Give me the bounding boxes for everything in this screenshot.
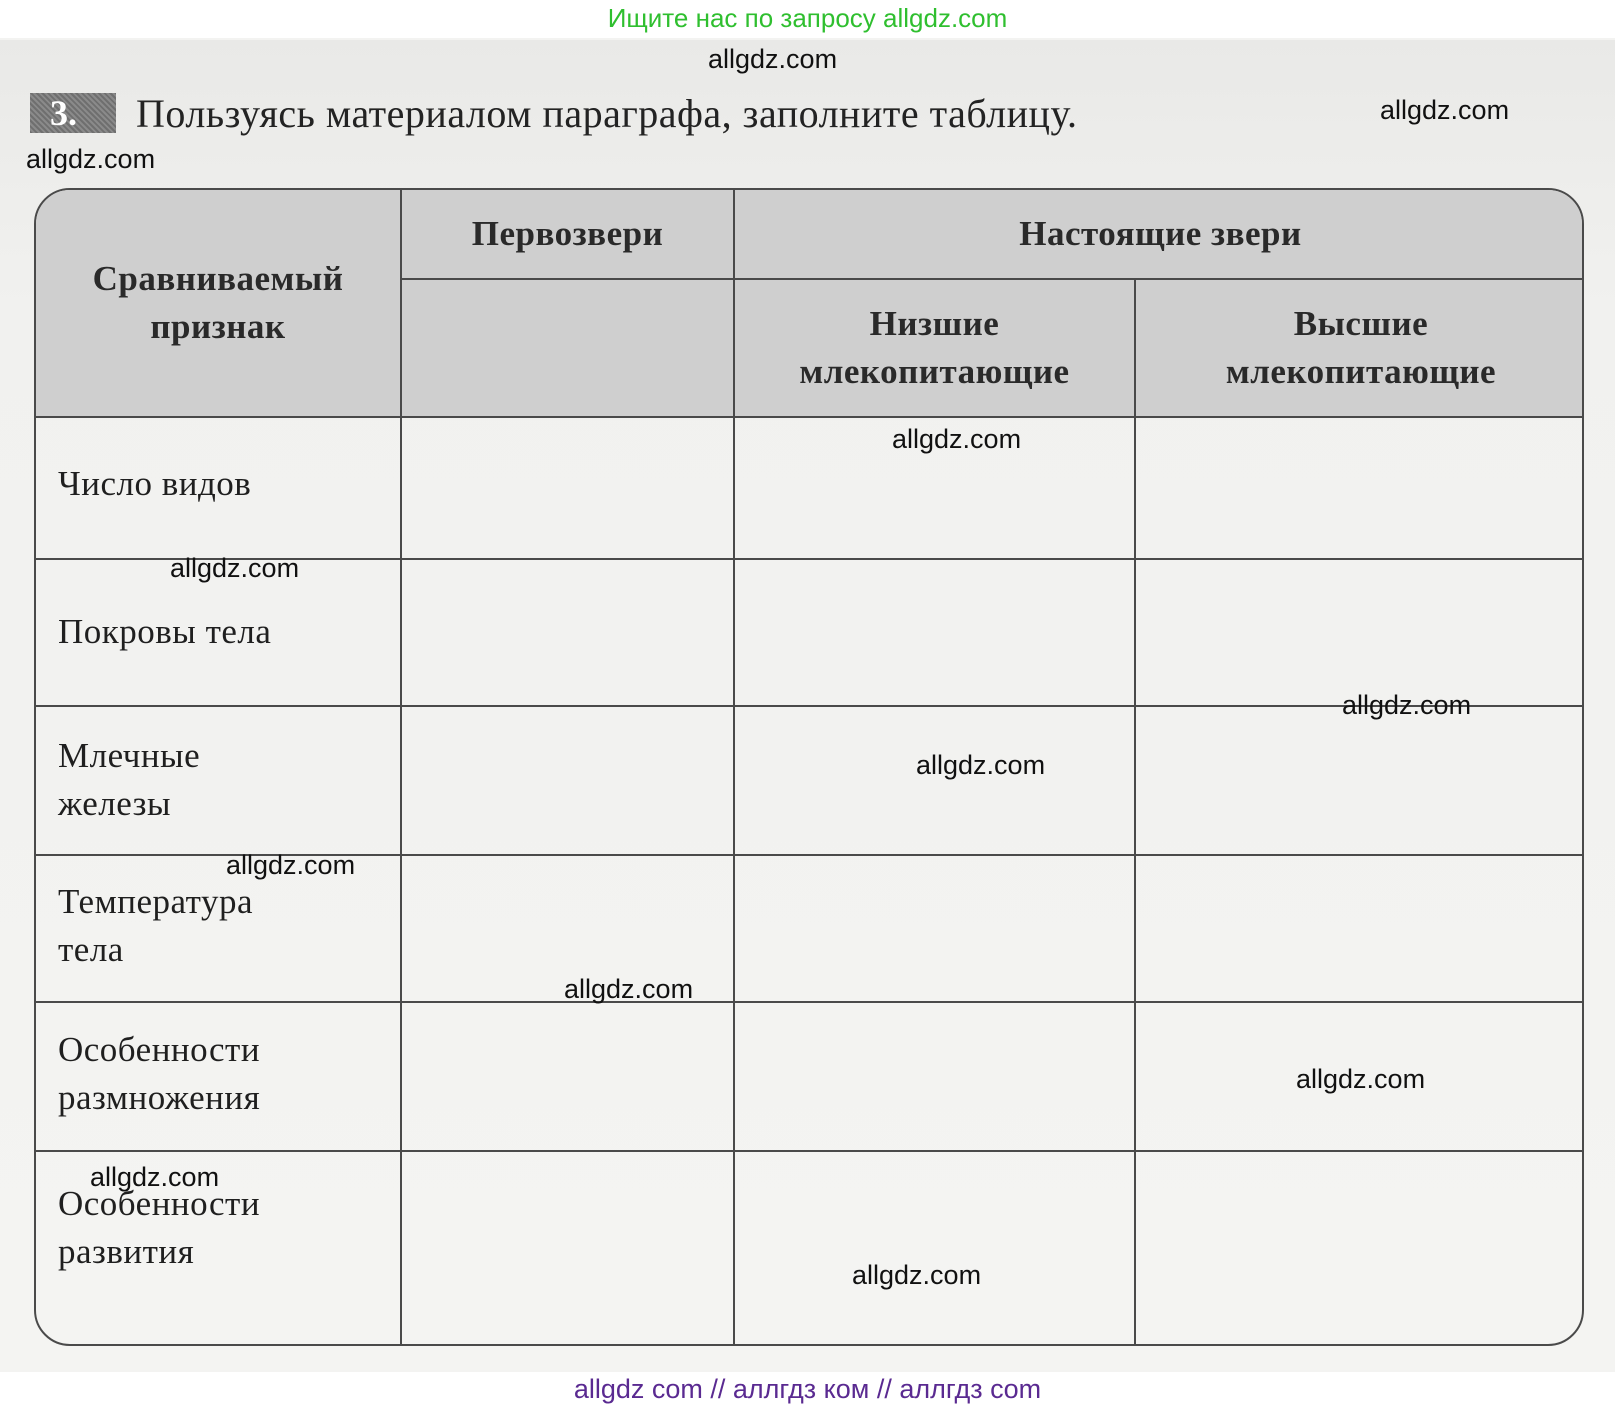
row-label-line: размножения: [58, 1078, 261, 1117]
row-label-line: Температура: [58, 882, 253, 921]
column-divider: [400, 190, 402, 1346]
row-label-development: [58, 1180, 260, 1276]
row-label-line: железы: [58, 784, 172, 823]
watermark: allgdz.com: [564, 974, 694, 1004]
header-feature: [36, 190, 400, 416]
task-heading: [30, 88, 1077, 138]
task-text: Пользуясь материалом параграфа, заполните таблицу.: [136, 90, 1078, 136]
watermark: allgdz.com: [708, 44, 838, 74]
row-label-line: развития: [58, 1232, 195, 1271]
header-lower-text: Низшие млекопитающие: [799, 304, 1070, 391]
watermark: allgdz.com: [226, 850, 356, 880]
header-higher-mammals: [1136, 280, 1584, 416]
row-label-body-cover: [58, 608, 271, 656]
watermark: allgdz.com: [170, 553, 300, 583]
comparison-table: [34, 188, 1584, 1346]
watermark: allgdz.com: [852, 1260, 982, 1290]
header-lower-mammals: [735, 280, 1134, 416]
header-true-text: Настоящие звери: [1019, 214, 1302, 253]
header-true-mammals: [735, 190, 1584, 278]
row-label-reproduction: [58, 1026, 260, 1122]
watermark: allgdz.com: [1296, 1064, 1426, 1094]
top-banner[interactable]: Ищите нас по запросу allgdz.com: [0, 0, 1615, 38]
row-label-line: Покровы тела: [58, 612, 272, 651]
header-higher-text: Высшие млекопитающие: [1225, 304, 1497, 391]
row-divider: [36, 1001, 1584, 1003]
header-bottom-line: [36, 416, 1584, 418]
watermark: allgdz.com: [1380, 95, 1510, 125]
row-label-line: Особенности: [58, 1030, 261, 1069]
watermark: allgdz.com: [1342, 690, 1472, 720]
bottom-banner[interactable]: allgdz com // аллгдз ком // аллгдз com: [0, 1372, 1615, 1408]
row-divider: [36, 1150, 1584, 1152]
row-label-line: Млечные: [58, 736, 201, 775]
row-label-body-temperature: [58, 878, 253, 974]
row-label-mammary-glands: [58, 732, 200, 828]
row-label-line: тела: [58, 930, 124, 969]
column-divider: [1134, 278, 1136, 1346]
header-proto-text: Первозвери: [471, 214, 664, 253]
header-feature-text: Сравниваемый признак: [92, 259, 344, 346]
watermark: allgdz.com: [892, 424, 1022, 454]
task-number: 3.: [30, 93, 116, 133]
watermark: allgdz.com: [90, 1162, 220, 1192]
header-proto: [402, 190, 733, 278]
row-label-line: Особенности: [58, 1184, 261, 1223]
watermark: allgdz.com: [26, 144, 156, 174]
watermark: allgdz.com: [916, 750, 1046, 780]
row-label-species-count: [58, 460, 251, 508]
row-label-line: Число видов: [58, 464, 252, 503]
